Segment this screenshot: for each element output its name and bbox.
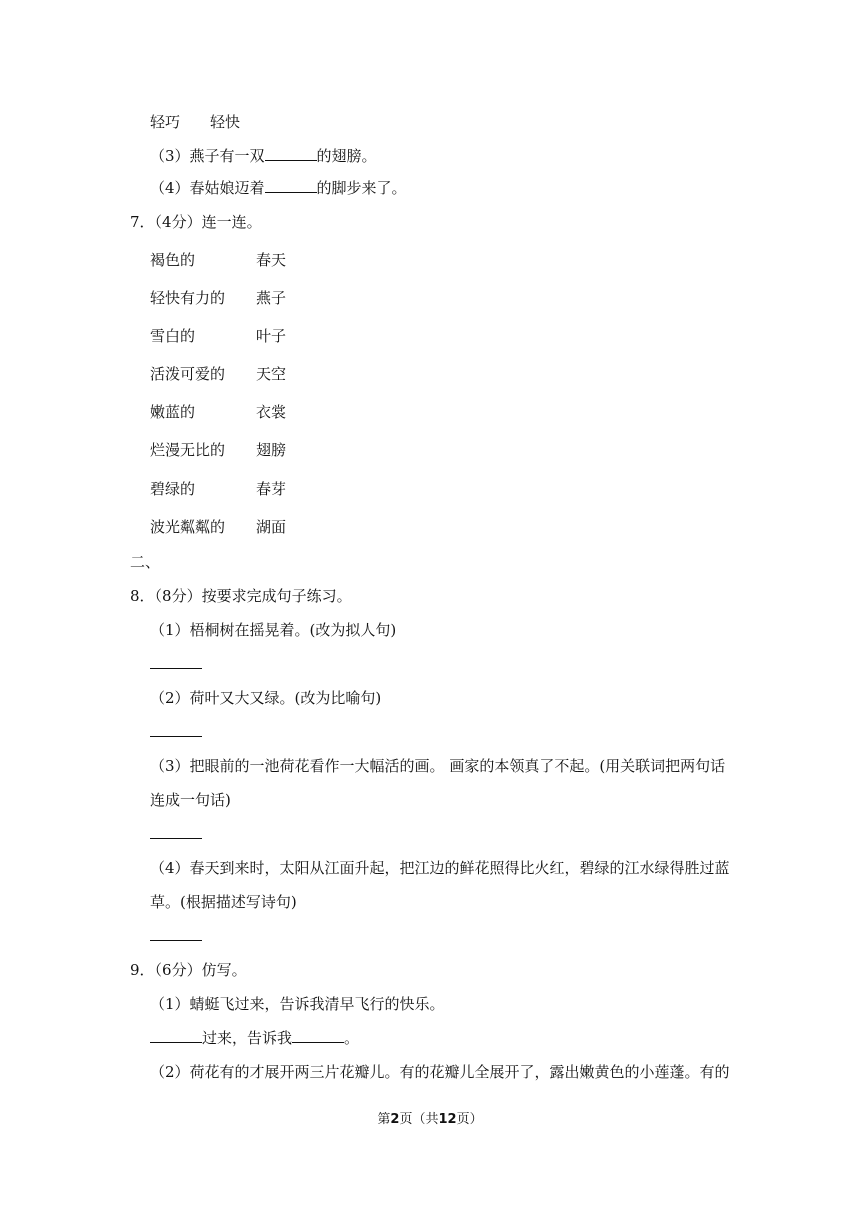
q9-item-1: （1）蜻蜓飞过来，告诉我清早飞行的快乐。 <box>150 995 445 1013</box>
match-right: 翅膀 <box>256 441 287 459</box>
answer-line[interactable] <box>150 722 202 742</box>
answer-line[interactable] <box>150 654 202 674</box>
option-word: 轻快 <box>210 113 241 131</box>
match-right: 叶子 <box>256 327 287 345</box>
match-right: 燕子 <box>256 289 287 307</box>
answer-blank[interactable] <box>265 146 317 161</box>
answer-line[interactable] <box>150 926 202 946</box>
match-right: 湖面 <box>256 518 287 536</box>
q8-item-2: （2）荷叶又大又绿。(改为比喻句) <box>150 689 382 707</box>
q8-item-3-cont: 连成一句话) <box>150 791 231 809</box>
match-left: 嫩蓝的 <box>150 403 196 421</box>
question-9-header: 9．（6分）仿写。 <box>130 961 247 979</box>
match-left: 碧绿的 <box>150 480 196 498</box>
answer-blank[interactable] <box>265 178 317 193</box>
answer-blank[interactable] <box>292 1028 344 1043</box>
q9-item-1-fill: 过来，告诉我 。 <box>150 1028 359 1048</box>
match-left: 雪白的 <box>150 327 196 345</box>
match-left: 烂漫无比的 <box>150 441 226 459</box>
match-right: 春天 <box>256 251 287 269</box>
match-left: 轻快有力的 <box>150 289 226 307</box>
q8-item-3: （3）把眼前的一池荷花看作一大幅活的画。 画家的本领真了不起。(用关联词把两句话 <box>150 757 726 775</box>
page-number: 2 <box>390 1112 400 1127</box>
question-8-header: 8．（8分）按要求完成句子练习。 <box>130 587 352 605</box>
q8-item-4-cont: 草。(根据描述写诗句) <box>150 893 297 911</box>
answer-line[interactable] <box>150 824 202 844</box>
question-7-header: 7．（4分）连一连。 <box>130 213 262 231</box>
fill-item-3: （3）燕子有一双 的翅膀。 <box>150 147 377 165</box>
q9-item-2: （2）荷花有的才展开两三片花瓣儿。有的花瓣儿全展开了，露出嫩黄色的小莲蓬。有的 <box>150 1063 730 1081</box>
q8-item-1: （1）梧桐树在摇晃着。(改为拟人句) <box>150 621 397 639</box>
page-footer: 第2页（共12页） <box>377 1112 483 1127</box>
word-options <box>150 112 240 132</box>
option-word: 轻巧 <box>150 113 181 131</box>
fill-item-4: （4）春姑娘迈着 的脚步来了。 <box>150 179 407 197</box>
match-right: 春芽 <box>256 480 287 498</box>
q8-item-4: （4）春天到来时，太阳从江面升起，把江边的鲜花照得比火红，碧绿的江水绿得胜过蓝 <box>150 859 730 877</box>
match-right: 衣裳 <box>256 403 287 421</box>
match-left: 波光粼粼的 <box>150 518 226 536</box>
match-left: 褐色的 <box>150 251 196 269</box>
section-heading: 二、 <box>130 553 161 571</box>
match-left: 活泼可爱的 <box>150 365 226 383</box>
match-right: 天空 <box>256 365 287 383</box>
page-total: 12 <box>438 1112 457 1127</box>
answer-blank[interactable] <box>150 1028 202 1043</box>
